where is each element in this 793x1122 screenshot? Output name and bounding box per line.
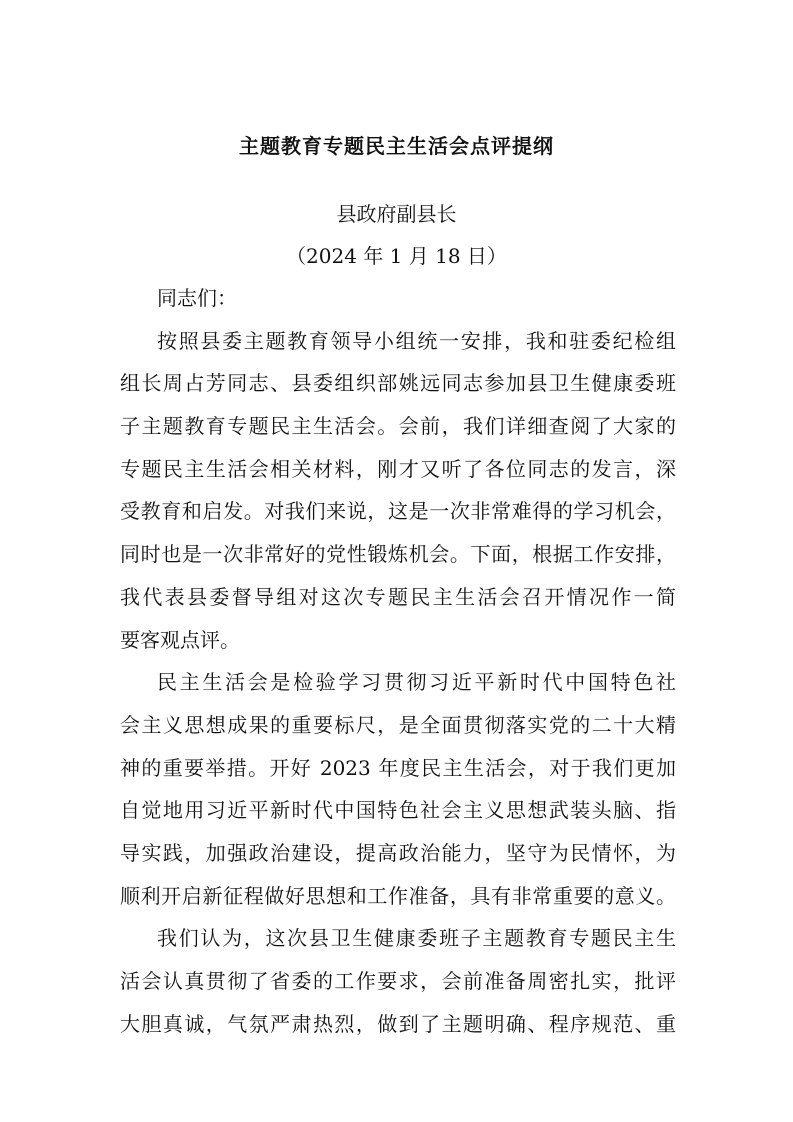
text-line: 要客观点评。 [120, 627, 240, 652]
text-line: 专题民主生活会相关材料，刚才又听了各位同志的发言，深 [120, 456, 676, 481]
text-line: 民主生活会是检验学习贯彻习近平新时代中国特色社 [157, 670, 676, 695]
paragraph-1 [120, 320, 676, 662]
text-line: 我代表县委督导组对这次专题民主生活会召开情况作一简 [120, 584, 676, 609]
text-line: 自觉地用习近平新时代中国特色社会主义思想武装头脑、指 [120, 798, 676, 823]
document-date: （2024 年 1 月 18 日） [286, 244, 507, 268]
text-line: 受教育和启发。对我们来说，这是一次非常难得的学习机会， [120, 499, 676, 524]
text-line: 子主题教育专题民主生活会。会前，我们详细查阅了大家的 [120, 414, 676, 439]
text-line: 我们认为，这次县卫生健康委班子主题教育专题民主生 [157, 926, 676, 951]
text-line: 导实践，加强政治建设，提高政治能力，坚守为民情怀，为 [120, 840, 676, 865]
text-line: 会主义思想成果的重要标尺，是全面贯彻落实党的二十大精 [120, 712, 676, 737]
text-line: 同时也是一次非常好的党性锻炼机会。下面，根据工作安排， [120, 542, 676, 567]
text-line: 顺利开启新征程做好思想和工作准备，具有非常重要的意义。 [120, 883, 676, 908]
document-body [120, 277, 676, 1045]
text-line: 神的重要举措。开好 2023 年度民主生活会，对于我们更加 [120, 755, 676, 780]
text-line: 大胆真诚，气氛严肃热烈，做到了主题明确、程序规范、重 [120, 1011, 676, 1036]
text-line: 活会认真贯彻了省委的工作要求，会前准备周密扎实，批评 [120, 969, 676, 993]
document-title: 主题教育专题民主生活会点评提纲 [239, 134, 554, 158]
paragraph-2 [120, 661, 676, 917]
text-line: 组长周占芳同志、县委组织部姚远同志参加县卫生健康委班 [120, 371, 676, 396]
salutation: 同志们： [157, 286, 237, 310]
paragraph-3 [120, 917, 676, 1045]
speaker-title: 县政府副县长 [336, 202, 457, 226]
text-line: 按照县委主题教育领导小组统一安排，我和驻委纪检组 [157, 328, 676, 353]
